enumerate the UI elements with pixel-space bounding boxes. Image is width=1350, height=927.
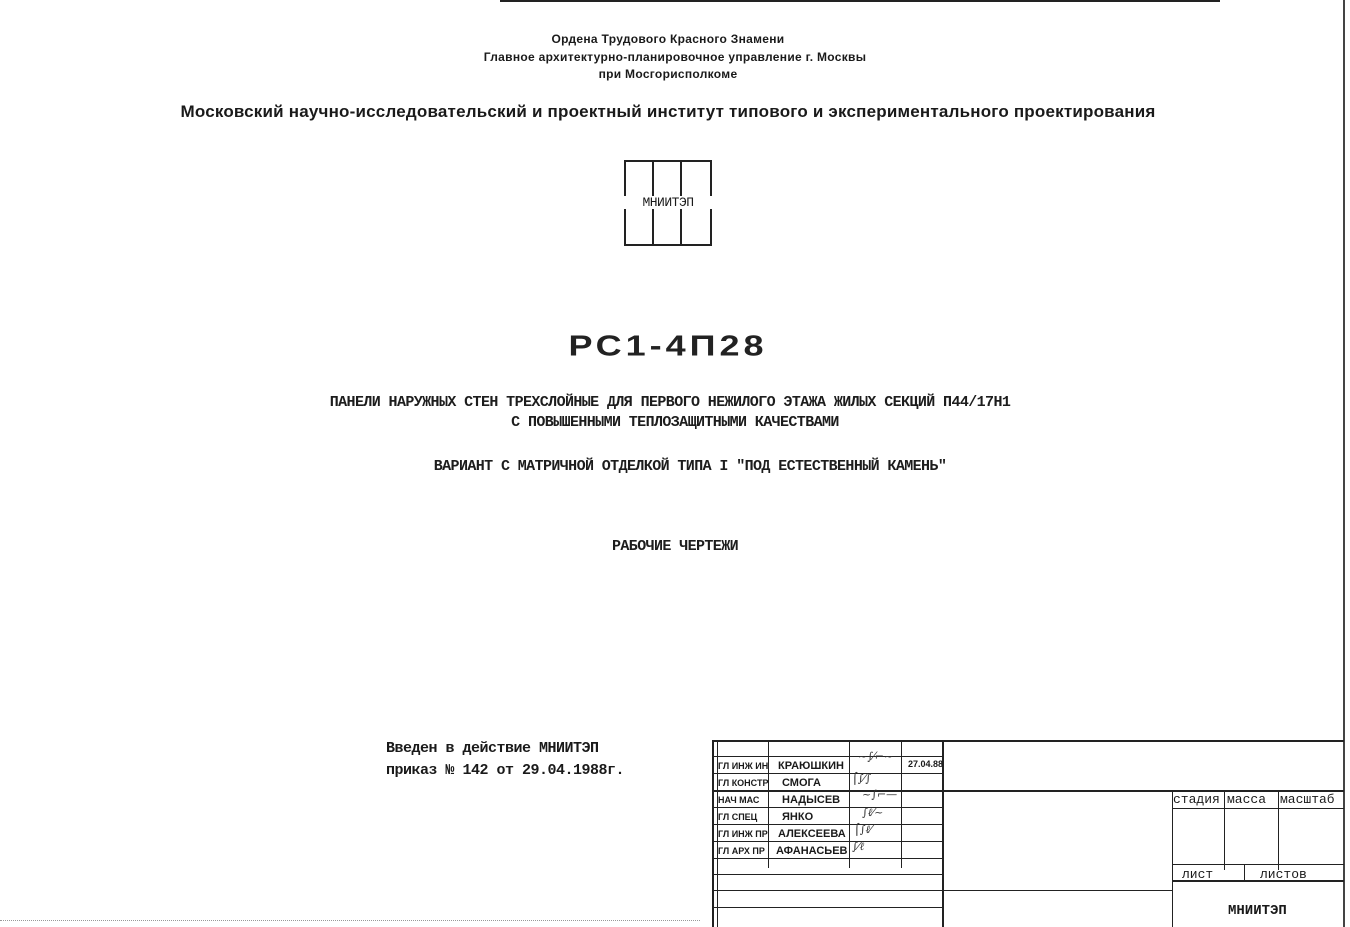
staff-role: ГЛ ИНЖ ИН: [718, 761, 769, 771]
signature: ∫⁄ℓ: [852, 840, 865, 853]
series-code: РС1-4П28: [568, 329, 768, 362]
order-line: Ордена Трудового Красного Знамени: [551, 32, 785, 46]
title-line-2: С ПОВЫШЕННЫМИ ТЕПЛОЗАЩИТНЫМИ КАЧЕСТВАМИ: [511, 414, 839, 431]
top-border-line: [500, 0, 1220, 2]
title-block: [712, 740, 1344, 927]
signature: ⌠∫ℓ⁄: [854, 823, 872, 836]
signature: ~∫⁄⌐~: [858, 750, 894, 763]
institute-name: Московский научно-исследовательский и проектный институт типового и экспериментального проектирования: [180, 102, 1156, 121]
staff-name: ЯНКО: [782, 811, 814, 823]
staff-name: НАДЫСЕВ: [782, 794, 841, 806]
mniitep-logo: [624, 160, 712, 246]
signature: ∫ℓ⁄~: [862, 806, 884, 819]
variant-line: ВАРИАНТ С МАТРИЧНОЙ ОТДЕЛКОЙ ТИПА I "ПОД ЕСТЕСТВЕННЫЙ КАМЕНЬ": [433, 458, 947, 475]
staff-name: КРАЮШКИН: [778, 760, 844, 772]
staff-name: АЛЕКСЕЕВА: [778, 828, 846, 840]
directorate-line: Главное архитектурно-планировочное управление г. Москвы: [483, 50, 867, 64]
sheet-header: лист: [1182, 867, 1214, 882]
signature: ⌠∫⁄∫: [852, 772, 872, 785]
staff-role: ГЛ СПЕЦ: [718, 812, 758, 822]
enactment-line-1: Введен в действие МНИИТЭП: [386, 740, 599, 757]
sheets-header: листов: [1260, 867, 1307, 882]
staff-role: ГЛ ИНЖ ПР: [718, 829, 768, 839]
stage-header: стадия: [1173, 792, 1220, 807]
executive-line: при Мосгорисполкоме: [598, 67, 738, 81]
staff-date: 27.04.88: [908, 759, 944, 769]
staff-name: СМОГА: [782, 777, 822, 789]
staff-role: ГЛ КОНСТР: [718, 778, 769, 788]
enactment-line-2: приказ № 142 от 29.04.1988г.: [386, 762, 625, 779]
scale-header: масштаб: [1280, 792, 1335, 807]
scan-edge: [0, 920, 700, 921]
staff-role: НАЧ МАС: [718, 795, 760, 805]
signature: ~∫⌐—: [862, 788, 898, 801]
title-line-1: ПАНЕЛИ НАРУЖНЫХ СТЕН ТРЕХСЛОЙНЫЕ ДЛЯ ПЕРВОГО НЕЖИЛОГО ЭТАЖА ЖИЛЫХ СЕКЦИЙ П44/17Н1: [329, 394, 1011, 411]
staff-name: АФАНАСЬЕВ: [776, 845, 848, 857]
organization-name: МНИИТЭП: [1228, 903, 1287, 919]
mass-header: масса: [1227, 792, 1267, 807]
document-type: РАБОЧИЕ ЧЕРТЕЖИ: [611, 538, 739, 555]
logo-text: МНИИТЭП: [624, 196, 712, 209]
staff-role: ГЛ АРХ ПР: [718, 846, 765, 856]
